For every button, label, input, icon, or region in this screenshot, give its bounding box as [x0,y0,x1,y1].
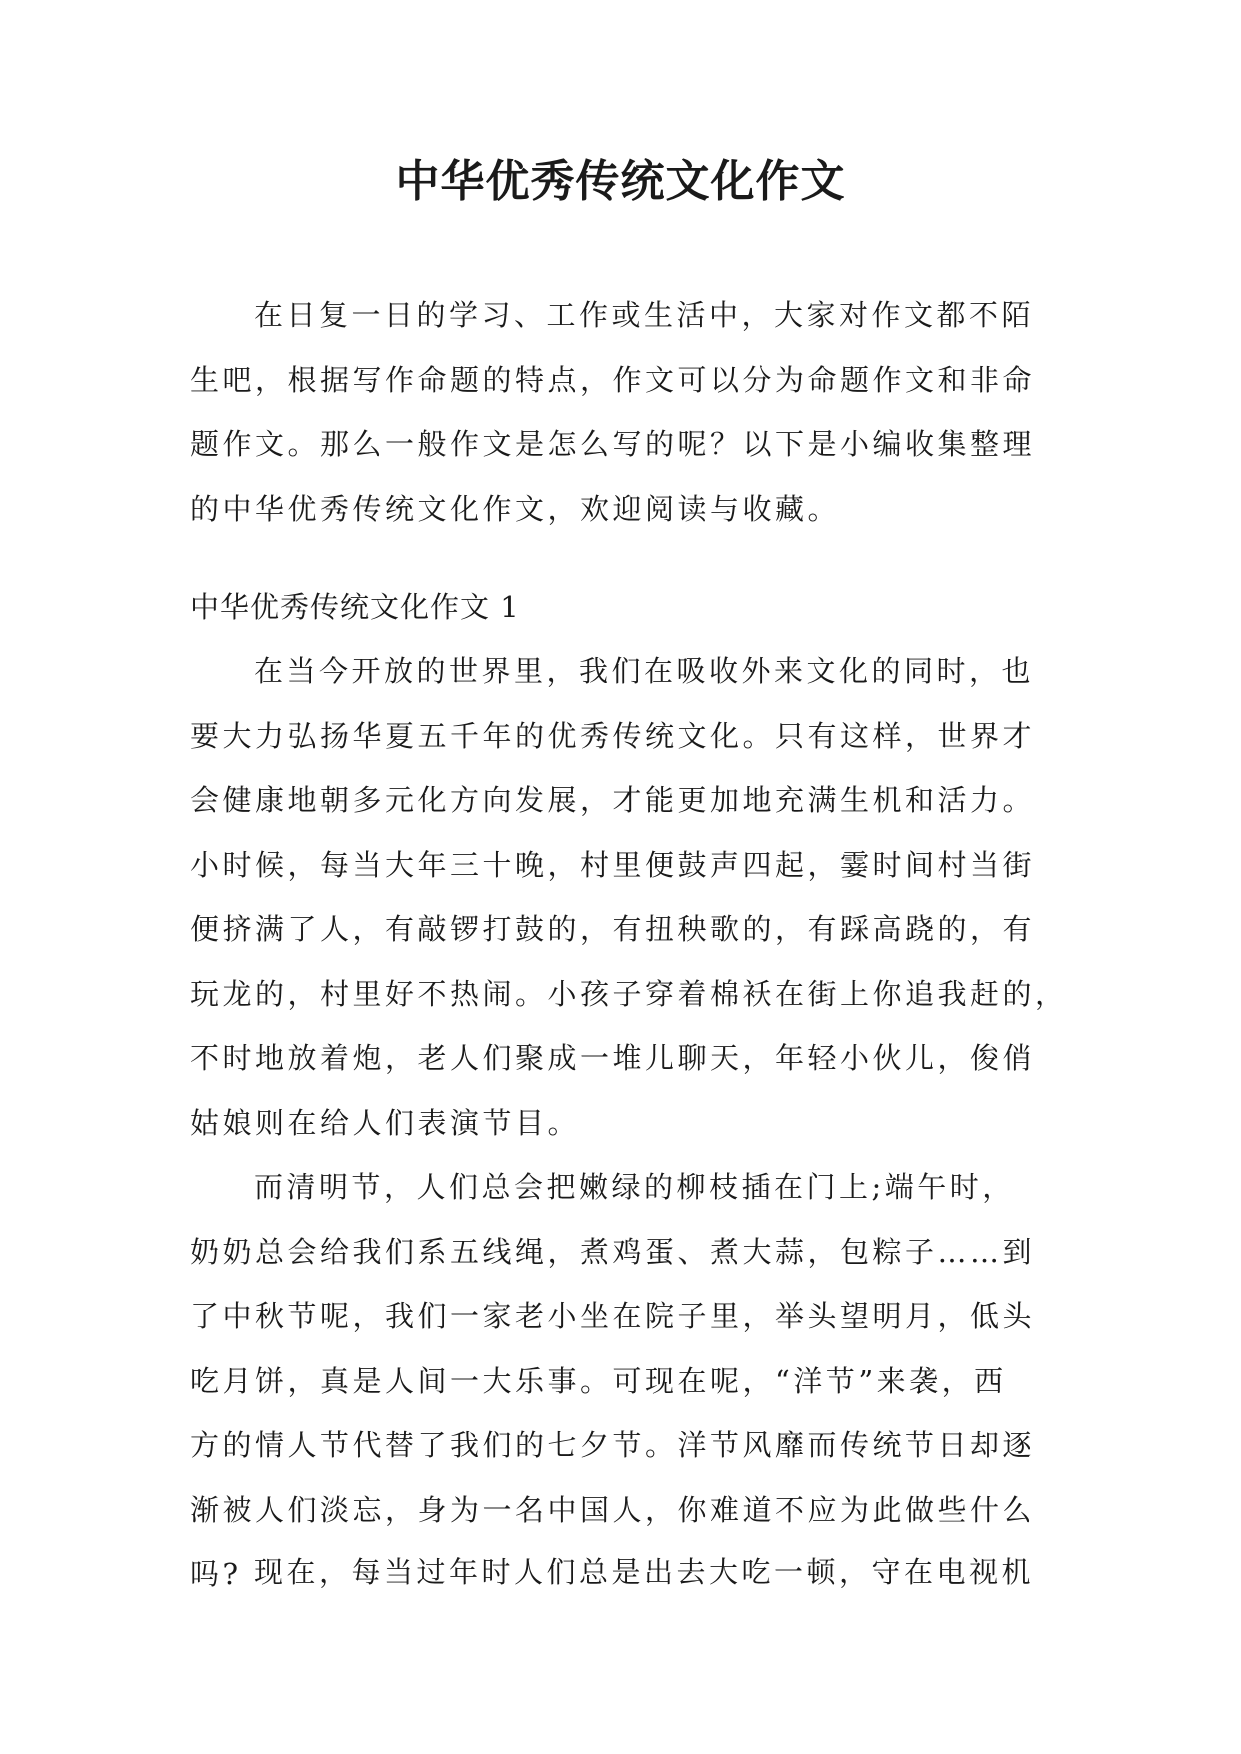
paragraph-3 [190,1540,1048,1605]
text-line: 便挤满了人，有敲锣打鼓的，有扭秧歌的，有踩高跷的，有 [190,912,1036,946]
text-line: 奶奶总会给我们系五线绳，煮鸡蛋、煮大蒜，包粽子……到 [190,1234,1036,1269]
text-line: 会健康地朝多元化方向发展，才能更加地充满生机和活力。 [190,783,1036,817]
paragraph-2 [190,1155,1048,1607]
text-line: 小时候，每当大年三十晚，村里便鼓声四起，霎时间村当街 [190,847,1036,882]
text-line: 题作文。那么一般作文是怎么写的呢？以下是小编收集整理 [190,427,1036,461]
text-line: 现在，每当过年时人们总是出去大吃一顿，守在电视机 [254,1555,1035,1589]
text-line: 姑娘则在给人们表演节目。 [190,1105,581,1140]
paragraph-1 [190,639,1068,1155]
text-line: 吗? [190,1557,242,1591]
text-line: 生吧，根据写作命题的特点，作文可以分为命题作文和非命 [190,362,1036,397]
intro-paragraph [190,283,1048,541]
text-line: 吃月饼，真是人间一大乐事。可现在呢，“洋节”来袭，西 [190,1363,1007,1398]
text-line: 的中华优秀传统文化作文，欢迎阅读与收藏。 [190,491,841,526]
text-line: 了中秋节呢，我们一家老小坐在院子里，举头望明月，低头 [190,1299,1036,1333]
text-line: 而清明节，人们总会把嫩绿的柳枝插在门上;端午时， [254,1170,1015,1204]
section-heading: 中华优秀传统文化作文 1 [190,590,520,624]
text-line: 方的情人节代替了我们的七夕节。洋节风靡而传统节日却逐 [190,1428,1036,1462]
text-line: 在日复一日的学习、工作或生活中，大家对作文都不陌 [254,298,1035,332]
document-title: 中华优秀传统文化作文 [395,156,846,207]
text-line: 要大力弘扬华夏五千年的优秀传统文化。只有这样，世界才 [190,718,1036,753]
text-line: 玩龙的，村里好不热闹。小孩子穿着棉袄在街上你追我赶的， [190,976,1068,1011]
text-line: 不时地放着炮，老人们聚成一堆儿聊天，年轻小伙儿，俊俏 [190,1041,1036,1075]
text-line: 渐被人们淡忘，身为一名中国人，你难道不应为此做些什么 [190,1492,1036,1527]
text-line: 在当今开放的世界里，我们在吸收外来文化的同时，也 [254,654,1035,688]
